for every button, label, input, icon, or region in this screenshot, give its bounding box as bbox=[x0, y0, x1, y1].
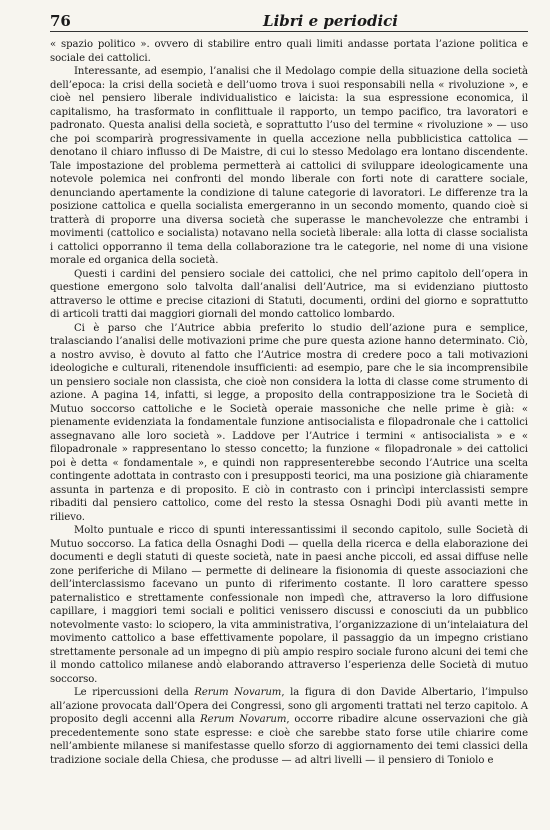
italic-title: Rerum Novarum bbox=[200, 714, 287, 725]
paragraph: Molto puntuale e ricco di spunti interessantissimi il secondo capitolo, sulle Società di Mutuo soccorso. La fatica della Osnaghi Dodi — quella della ricerca e della elaborazione dei documenti e degli statuti di queste società, nate in paesi anche piccoli, ed assai diffuse nelle zone periferiche di Milano — permette di delineare la fisionomia di queste associazioni che dell’interclassismo facevano un punto di riferimento costante. Il loro carattere spesso paternalistico e strettamente confessionale non impedì che, attraverso la loro diffusione capillare, i maggiori temi sociali e politici venissero discussi e conosciuti da un pubblico notevolmente vasto: lo sciopero, la vita amministrativa, l’organizzazione di un’intelaiatura del movimento cattolico a base effettivamente popolare, il passaggio da un impegno cristiano strettamente personale ad un impegno di più ampio respiro sociale furono alcuni dei temi che il mondo cattolico milanese andò elaborando attraverso l’esperienza delle Società di mutuo soccorso. bbox=[50, 525, 528, 685]
document-page bbox=[50, 12, 528, 767]
page-number: 76 bbox=[50, 12, 71, 30]
running-title: Libri e periodici bbox=[263, 12, 398, 30]
italic-title: Rerum Novarum bbox=[194, 687, 282, 698]
paragraph: Le ripercussioni della Rerum Novarum, la figura di don Davide Albertario, l’impulso all’azione provocata dall’Opera dei Congressi, sono gli argomenti trattati nel terzo capitolo. A proposito degli accenni alla Rerum Novarum, occorre ribadire alcune osservazioni che già precedentemente sono state espresse: e cioè che sarebbe stato forse utile chiarire come nell’ambiente milanese si manifestasse quello sforzo di aggiornamento dei temi classici della tradizione sociale della Chiesa, che produsse — ad altri livelli — il pensiero di Toniolo e bbox=[50, 687, 528, 766]
paragraph: Interessante, ad esempio, l’analisi che il Medolago compie della situazione della società dell’epoca: la crisi della società e dell’uomo trova i suoi responsabili nella « rivoluzione », e cioè nel pensiero liberale individualistico e laicista: la sua espressione economica, il capitalismo, ha trasformato in conflittuale il rapporto, un tempo pacifico, tra lavoratori e padronato. Questa analisi della società, e soprattutto l’uso del termine « rivoluzione » — uso che poi scomparirà progressivamente in quella accezione nella pubblicistica cattolica — denotano il chiaro influsso di De Maistre, di cui lo stesso Medolago era lontano discendente. Tale impostazione del problema permetterà ai cattolici di sviluppare ideologicamente una notevole polemica nei confronti del mondo liberale con forti note di carattere sociale, denunciando apertamente la condizione di talune categorie di lavoratori. Le differenze tra la posizione cattolica e quella socialista emergeranno in un secondo momento, quando cioè si tratterà di proporre una diversa società che superasse le manchevolezze che entrambi i movimenti (cattolico e socialista) notavano nella società liberale: alla lotta di classe socialista i cattolici opporranno il tema della collaborazione tra le categorie, nel nome di una visione morale ed organica della società. bbox=[50, 66, 528, 266]
paragraph: Questi i cardini del pensiero sociale dei cattolici, che nel primo capitolo dell’opera in questione emergono solo talvolta dall’analisi dell’Autrice, ma si evidenziano piuttosto attraverso le ottime e precise citazioni di Statuti, documenti, ordini del giorno e soprattutto di articoli tratti dai maggiori giornali del mondo cattolico lombardo. bbox=[50, 268, 528, 320]
paragraph: « spazio politico ». ovvero di stabilire entro quali limiti andasse portata l’azione politica e sociale dei cattolici. bbox=[50, 39, 528, 64]
body-text bbox=[50, 38, 528, 767]
paragraph: Ci è parso che l’Autrice abbia preferito lo studio dell’azione pura e semplice, tralasciando l’analisi delle motivazioni prime che pure questa azione hanno determinato. Ciò, a nostro avviso, è dovuto al fatto che l’Autrice mostra di credere poco a tali motivazioni ideologiche e culturali, ritenendole insufficienti: ad esempio, pare che le sia incomprensibile un pensiero sociale non classista, che cioè non considera la lotta di classe come strumento di azione. A pagina 14, infatti, si legge, a proposito della contrapposizione tra le Società di Mutuo soccorso cattoliche e le Società operaie massoniche che nelle prime è già: « pienamente evidenziata la fondamentale funzione antisocialista e filopadronale che i cattolici assegnavano alle loro società ». Laddove per l’Autrice i termini « antisocialista » e « filopadronale » rappresentano lo stesso concetto; la funzione « filopadronale » dei cattolici poi è detta « fondamentale », e quindi non rappresenterebbe secondo l’Autrice una scelta contingente adottata in contrasto con i presupposti teorici, ma una posizione già chiaramente assunta in partenza e di proposito. E ciò in contrasto con i princìpi interclassisti sempre ribaditi dal pensiero cattolico, come del resto la stessa Osnaghi Dodi più avanti mette in rilievo. bbox=[50, 322, 528, 523]
page-header bbox=[50, 12, 528, 32]
